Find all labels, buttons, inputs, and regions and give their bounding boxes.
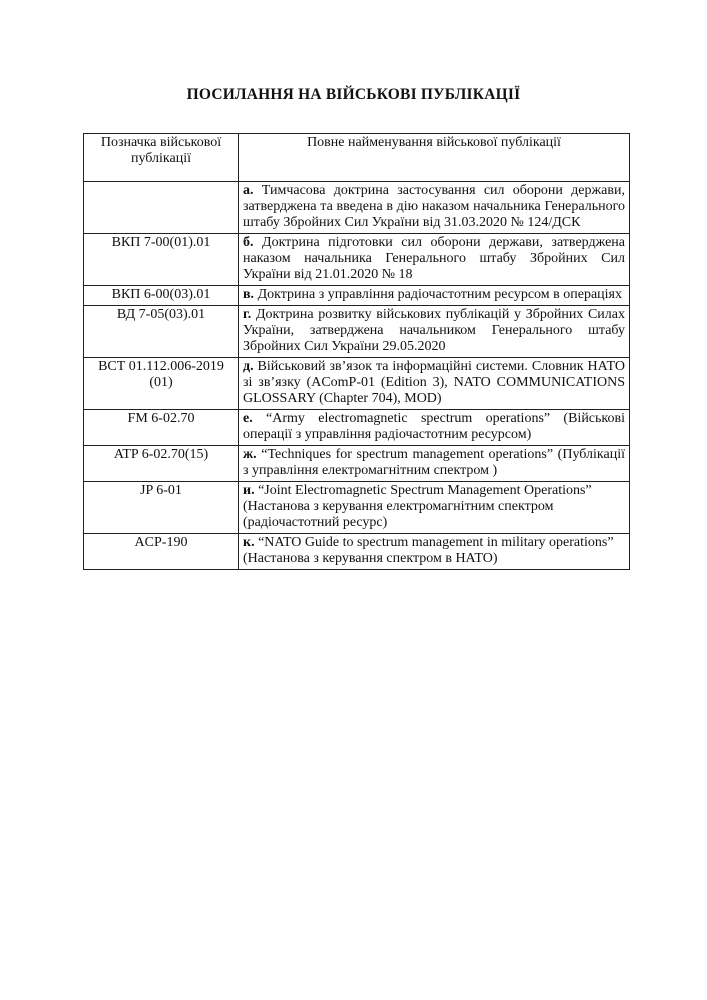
item-translation: (Настанова з керування електромагнітним спектром (радіочастотний ресурс) [243, 499, 554, 530]
item-text: “Army electromagnetic spectrum operations” (Військові операції з управління радіочастотним ресурсом) [243, 411, 625, 442]
item-text: Доктрина розвитку військових публікацій у Збройних Силах України, затверджена начальником Генерального штабу Збройних Сил України 29.05.2020 [243, 307, 626, 354]
publication-full-name [239, 286, 630, 306]
references-table [83, 133, 630, 570]
table-header-row [84, 134, 630, 182]
publication-full-name [239, 358, 630, 410]
item-text: Доктрина підготовки сил оборони держави, затверджена наказом начальника Генерального штабу Збройних Сил України від 21.01.2020 № 18 [243, 235, 626, 282]
item-letter: д. [243, 359, 254, 374]
publication-code: ACP-190 [84, 534, 239, 570]
table-row [84, 182, 630, 234]
publication-code [84, 182, 239, 234]
item-translation: (Настанова з керування спектром в НАТО) [243, 551, 498, 566]
item-text: Військовий зв’язок та інформаційні системи. Словник НАТО зі зв’язку (AComP-01 (Edition 3), NATO COMMUNICATIONS GLOSSARY (Chapter 704), MOD) [243, 359, 626, 406]
publication-full-name [239, 534, 630, 570]
table-row [84, 482, 630, 534]
item-letter: и. [243, 483, 255, 498]
page-title: ПОСИЛАННЯ НА ВІЙСЬКОВІ ПУБЛІКАЦІЇ [186, 86, 521, 103]
item-text: Тимчасова доктрина застосування сил оборони держави, затверджена та введена в дію наказом начальника Генерального штабу Збройних Сил України від 31.03.2020 № 124/ДСК [243, 183, 625, 230]
item-letter: г. [243, 307, 252, 322]
item-letter: к. [243, 535, 255, 550]
table-row [84, 286, 630, 306]
table-row [84, 306, 630, 358]
item-text: “Joint Electromagnetic Spectrum Management Operations” [258, 483, 592, 498]
item-text: “NATO Guide to spectrum management in military operations” [258, 535, 614, 550]
item-letter: а. [243, 183, 254, 198]
table-row [84, 358, 630, 410]
publication-code: ВД 7-05(03).01 [84, 306, 239, 358]
publication-full-name [239, 410, 630, 446]
publication-full-name [239, 446, 630, 482]
item-letter: е. [243, 411, 253, 426]
publication-code: ВСТ 01.112.006-2019 (01) [84, 358, 239, 410]
publication-code: ВКП 7-00(01).01 [84, 234, 239, 286]
item-letter: ж. [243, 447, 257, 462]
publication-full-name [239, 182, 630, 234]
publication-code: JP 6-01 [84, 482, 239, 534]
table-row [84, 234, 630, 286]
item-text: Доктрина з управління радіочастотним ресурсом в операціях [257, 287, 622, 302]
publication-full-name [239, 306, 630, 358]
publication-code: ATP 6-02.70(15) [84, 446, 239, 482]
item-letter: в. [243, 287, 255, 302]
table-row [84, 446, 630, 482]
header-full-name: Повне найменування військової публікації [239, 134, 630, 182]
publication-code: ВКП 6-00(03).01 [84, 286, 239, 306]
publication-code: FM 6-02.70 [84, 410, 239, 446]
item-letter: б. [243, 235, 254, 250]
item-text: “Techniques for spectrum management operations” (Публікації з управління електромагнітним спектром ) [243, 447, 625, 478]
table-row [84, 410, 630, 446]
publication-full-name [239, 234, 630, 286]
publication-full-name [239, 482, 630, 534]
header-code: Позначка військової публікації [84, 134, 239, 182]
table-row [84, 534, 630, 570]
